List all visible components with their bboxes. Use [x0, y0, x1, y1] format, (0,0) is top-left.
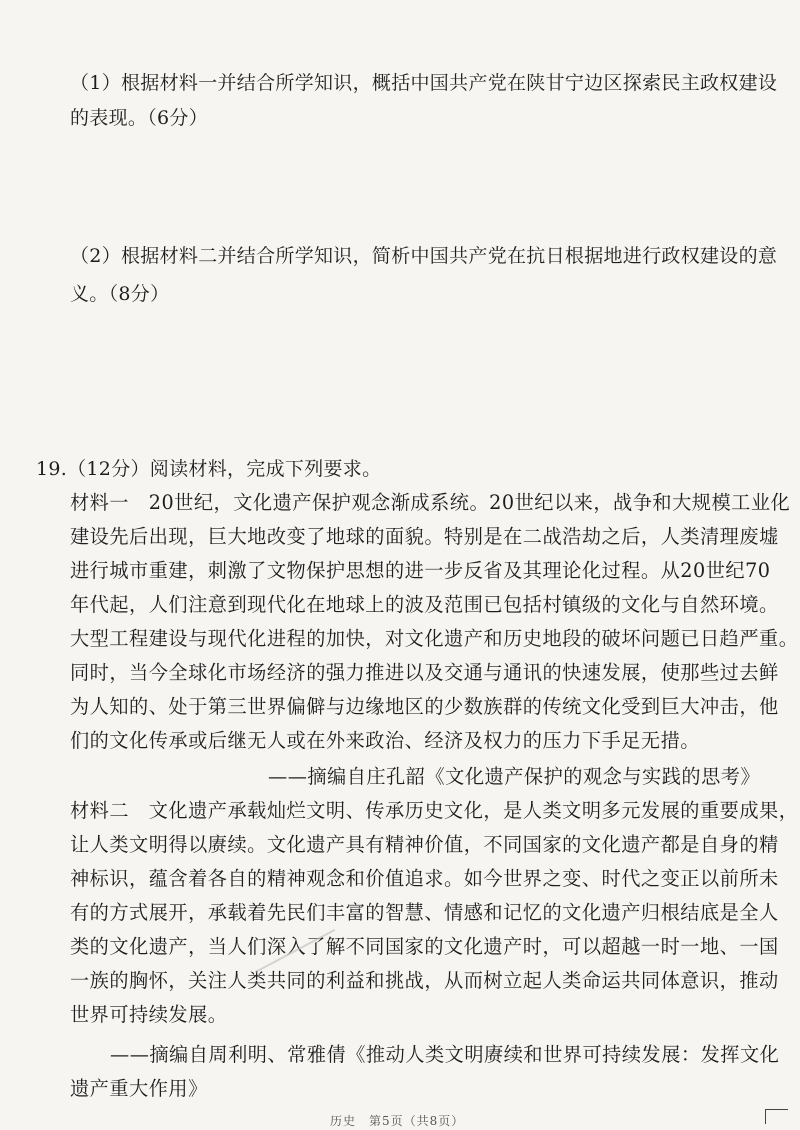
q19-material2-line: 一族的胸怀，关注人类共同的利益和挑战，从而树立起人类命运共同体意识，推动	[70, 969, 779, 992]
q18-part2-line1: （2）根据材料二并结合所学知识，简析中国共产党在抗日根据地进行政权建设的意	[70, 245, 778, 267]
page-footer: 历史 第5页（共8页）	[330, 1114, 465, 1128]
q19-source1: ——摘编自庄孔韶《文化遗产保护的观念与实践的思考》	[268, 765, 761, 788]
q19-material1-line: 同时，当今全球化市场经济的强力推进以及交通与通讯的快速发展，使那些过去鲜	[70, 661, 779, 684]
q19-material1-line: 年代起，人们注意到现代化在地球上的波及范围已包括村镇级的文化与自然环境。	[70, 593, 779, 616]
q19-material2-line: 有的方式展开，承载着先民们丰富的智慧、情感和记忆的文化遗产归根结底是全人	[70, 901, 779, 924]
q19-material2-line: 世界可持续发展。	[70, 1003, 228, 1026]
q19-source2-line2: 遗产重大作用》	[70, 1077, 208, 1100]
q19-material2-line: 类的文化遗产，当人们深入了解不同国家的文化遗产时，可以超越一时一地、一国	[70, 935, 779, 958]
q19-material1-line: 材料一 20世纪，文化遗产保护观念渐成系统。20世纪以来，战争和大规模工业化	[70, 491, 791, 514]
q19-material1-line: 建设先后出现，巨大地改变了地球的面貌。特别是在二战浩劫之后，人类清理废墟	[70, 525, 779, 548]
q19-material2-line: 神标识，蕴含着各自的精神观念和价值追求。如今世界之变、时代之变正以前所未	[70, 867, 779, 890]
crop-mark	[765, 1109, 788, 1124]
q19-material2-line: 材料二 文化遗产承载灿烂文明、传承历史文化，是人类文明多元发展的重要成果，	[70, 799, 799, 822]
q19-material1-line: 为人知的、处于第三世界偏僻与边缘地区的少数族群的传统文化受到巨大冲击，他	[70, 695, 779, 718]
q19-material1-line: 大型工程建设与现代化进程的加快，对文化遗产和历史地段的破坏问题已日趋严重。	[70, 627, 799, 650]
q19-material1-line: 们的文化传承或后继无人或在外来政治、经济及权力的压力下手足无措。	[70, 729, 700, 752]
q18-part1-line1: （1）根据材料一并结合所学知识，概括中国共产党在陕甘宁边区探索民主政权建设	[70, 72, 778, 94]
q18-part2-line2: 义。（8分）	[70, 283, 170, 305]
q19-source2-line1: ——摘编自周利明、常雅倩《推动人类文明赓续和世界可持续发展：发挥文化	[110, 1043, 780, 1066]
q19-header: 19.（12分）阅读材料，完成下列要求。	[36, 458, 382, 480]
q19-material1-line: 进行城市重建，刺激了文物保护思想的进一步反省及其理论化过程。从20世纪70	[70, 559, 771, 582]
q19-material2-line: 让人类文明得以赓续。文化遗产具有精神价值，不同国家的文化遗产都是自身的精	[70, 833, 779, 856]
q18-part1-line2: 的表现。（6分）	[70, 107, 208, 129]
